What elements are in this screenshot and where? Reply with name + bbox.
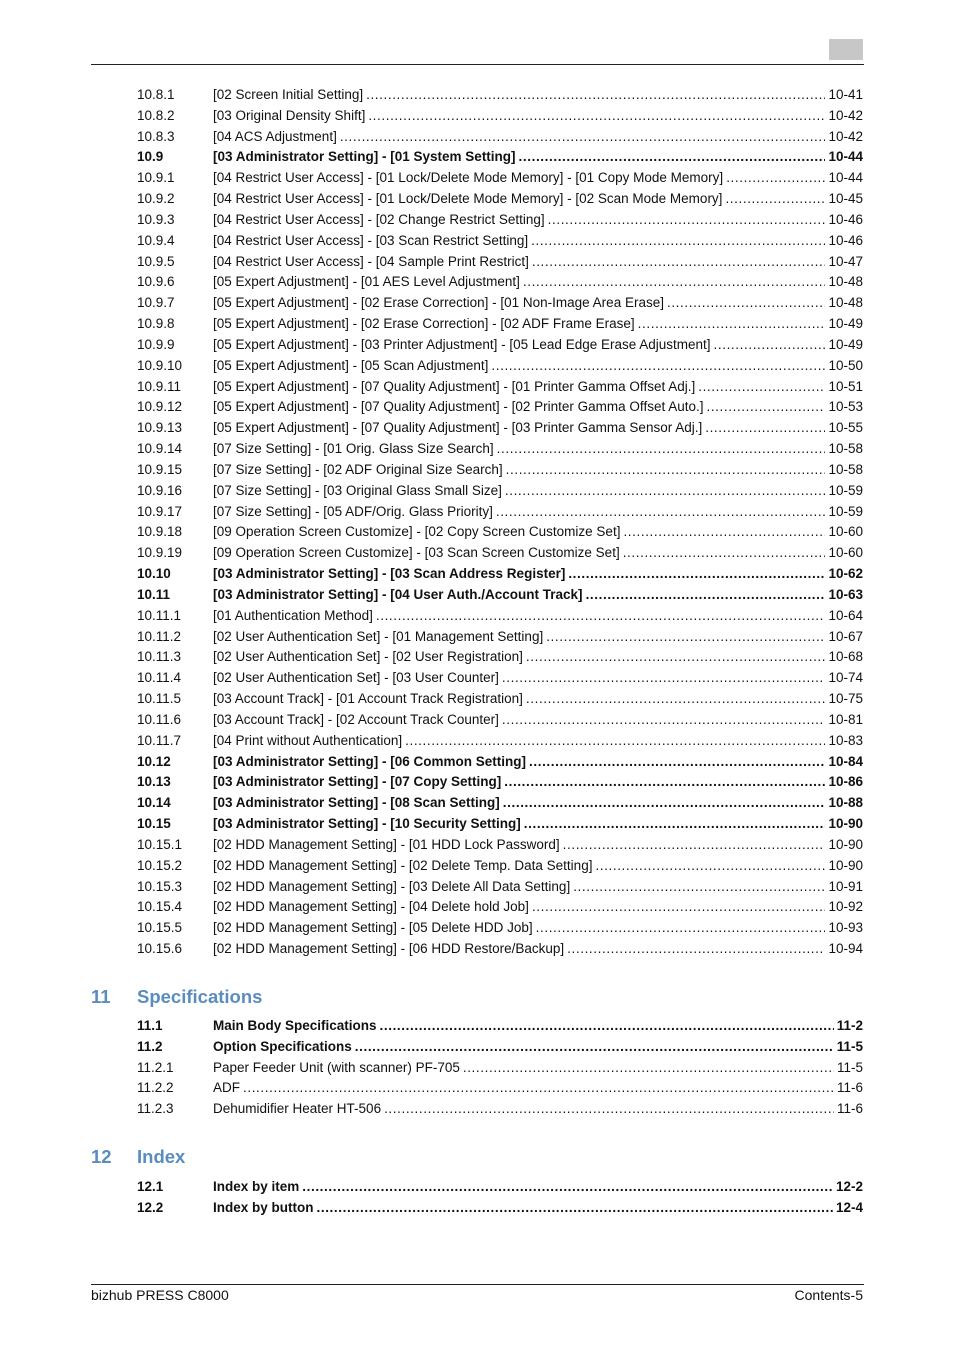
toc-entry[interactable]	[137, 793, 863, 813]
toc-dot-leader	[380, 1016, 834, 1036]
toc-entry[interactable]	[137, 585, 863, 605]
toc-entry[interactable]	[137, 418, 863, 438]
toc-entry[interactable]	[137, 1058, 863, 1078]
toc-entry-number: 10.9.17	[137, 503, 183, 519]
toc-dot-leader	[568, 564, 825, 584]
toc-entry-page: 10-55	[828, 420, 863, 436]
toc-entry[interactable]	[137, 335, 863, 355]
toc-dot-leader	[463, 1058, 834, 1078]
toc-entry-number: 12.2	[137, 1199, 164, 1215]
toc-entry[interactable]	[137, 1177, 863, 1197]
toc-dot-leader	[503, 793, 826, 813]
toc-entry-title: Index by button	[213, 1199, 314, 1215]
toc-entry-title: [05 Expert Adjustment] - [07 Quality Adjustment] - [03 Printer Gamma Sensor Adj.]	[213, 420, 703, 436]
toc-entry-title: [02 HDD Management Setting] - [06 HDD Restore/Backup]	[213, 941, 565, 957]
toc-dot-leader	[573, 877, 825, 897]
toc-entry-title: Index by item	[213, 1179, 300, 1194]
toc-entry-title: Dehumidifier Heater HT-506	[213, 1101, 382, 1117]
toc-entry-page: 10-44	[828, 170, 863, 186]
toc-dot-leader	[706, 397, 825, 417]
toc-entry-page: 10-90	[828, 816, 863, 832]
toc-entry-number: 10.11.3	[137, 649, 182, 665]
chapter-12-heading[interactable]	[91, 1144, 185, 1170]
toc-dot-leader	[567, 939, 825, 959]
toc-entry-page: 10-90	[828, 857, 863, 873]
toc-dot-leader	[376, 606, 826, 626]
toc-entry-page: 10-44	[828, 149, 863, 165]
toc-entry[interactable]	[137, 460, 863, 480]
toc-entry-title: ADF	[213, 1080, 240, 1096]
toc-dot-leader	[405, 731, 825, 751]
toc-entry-title: [02 HDD Management Setting] - [02 Delete Temp. Data Setting]	[213, 857, 593, 873]
toc-dot-leader	[531, 231, 825, 251]
toc-entry-page: 11-5	[836, 1038, 863, 1054]
toc-entry-page: 10-46	[828, 211, 863, 227]
toc-entry[interactable]	[137, 189, 863, 209]
toc-entry[interactable]	[137, 814, 863, 834]
toc-entry-page: 10-46	[828, 232, 863, 248]
toc-dot-leader	[595, 856, 825, 876]
toc-dot-leader	[546, 627, 825, 647]
toc-dot-leader	[526, 689, 826, 709]
toc-entry-number: 10.15	[137, 816, 171, 832]
toc-entry-page: 10-45	[828, 191, 863, 207]
toc-entry-number: 10.8.3	[137, 128, 175, 144]
toc-dot-leader	[355, 1037, 834, 1057]
toc-dot-leader	[714, 335, 826, 355]
toc-entry-page: 10-60	[828, 545, 863, 561]
toc-entry[interactable]	[137, 127, 863, 147]
toc-entry-title: Paper Feeder Unit (with scanner) PF-705	[213, 1059, 460, 1075]
toc-entry[interactable]	[137, 689, 863, 709]
toc-entry-title: [02 User Authentication Set] - [03 User Counter]	[213, 670, 499, 686]
toc-dot-leader	[502, 668, 826, 688]
toc-entry-page: 10-49	[828, 336, 863, 352]
toc-entry-title: [09 Operation Screen Customize] - [03 Scan Screen Customize Set]	[213, 545, 620, 561]
toc-entry-number: 10.11.7	[137, 732, 182, 748]
toc-entry-title: [04 Restrict User Access] - [04 Sample Print Restrict]	[213, 253, 529, 269]
toc-entry-page: 10-48	[828, 295, 863, 311]
toc-entry[interactable]	[137, 543, 863, 563]
toc-entry-title: [04 Restrict User Access] - [01 Lock/Delete Mode Memory] - [01 Copy Mode Memory]	[213, 170, 724, 186]
toc-entry[interactable]	[137, 502, 863, 522]
toc-entry[interactable]	[137, 293, 863, 313]
toc-entry-page: 10-67	[828, 628, 863, 644]
toc-entry-title: Main Body Specifications	[213, 1018, 377, 1033]
toc-entry-title: [02 Screen Initial Setting]	[213, 87, 364, 102]
toc-dot-leader	[586, 585, 826, 605]
toc-entry-title: [07 Size Setting] - [01 Orig. Glass Size Search]	[213, 441, 494, 457]
toc-dot-leader	[548, 210, 826, 230]
toc-entry-page: 10-90	[828, 836, 863, 852]
toc-entry[interactable]	[137, 356, 863, 376]
footer-page-label: Contents-5	[794, 1287, 863, 1303]
toc-entry-page: 10-93	[828, 920, 863, 936]
toc-entry-number: 10.9.9	[137, 336, 175, 352]
toc-entry[interactable]	[137, 1198, 863, 1218]
toc-dot-leader	[623, 543, 826, 563]
toc-entry-number: 12.1	[137, 1179, 164, 1194]
toc-entry[interactable]	[137, 439, 863, 459]
toc-entry[interactable]	[137, 856, 863, 876]
toc-entry-title: [05 Expert Adjustment] - [03 Printer Adjustment] - [05 Lead Edge Erase Adjustment]	[213, 336, 711, 352]
toc-entry-page: 10-47	[828, 253, 863, 269]
toc-entry[interactable]	[137, 772, 863, 792]
toc-dot-leader	[667, 293, 826, 313]
toc-entry-page: 10-92	[828, 899, 863, 915]
toc-entry[interactable]	[137, 147, 863, 167]
toc-entry-title: [04 ACS Adjustment]	[213, 128, 337, 144]
toc-entry-page: 10-59	[828, 503, 863, 519]
toc-entry-number: 10.9.14	[137, 441, 183, 457]
toc-entry-page: 10-86	[828, 774, 863, 790]
toc-entry-number: 10.15.5	[137, 920, 183, 936]
toc-entry-title: [05 Expert Adjustment] - [07 Quality Adjustment] - [02 Printer Gamma Offset Auto.]	[213, 399, 704, 415]
toc-dot-leader	[529, 752, 825, 772]
toc-entry-title: [09 Operation Screen Customize] - [02 Copy Screen Customize Set]	[213, 524, 621, 540]
toc-dot-leader	[524, 814, 826, 834]
toc-entry-number: 10.15.6	[137, 941, 183, 957]
toc-entry[interactable]	[137, 252, 863, 272]
header-divider	[91, 64, 864, 65]
toc-entry-title: [07 Size Setting] - [05 ADF/Orig. Glass Priority]	[213, 503, 493, 519]
toc-entry-title: [05 Expert Adjustment] - [05 Scan Adjustment]	[213, 357, 489, 373]
toc-dot-leader	[526, 647, 826, 667]
toc-entry-number: 11.2	[137, 1038, 163, 1054]
toc-entry[interactable]	[137, 522, 863, 542]
toc-entry-title: [03 Administrator Setting] - [04 User Auth./Account Track]	[213, 586, 583, 602]
toc-dot-leader	[623, 522, 825, 542]
toc-entry-page: 10-48	[828, 274, 863, 290]
toc-entry-title: [07 Size Setting] - [03 Original Glass Small Size]	[213, 482, 502, 498]
toc-entry-title: [02 HDD Management Setting] - [04 Delete hold Job]	[213, 899, 529, 915]
toc-entry-page: 10-49	[828, 316, 863, 332]
toc-entry[interactable]	[137, 1099, 863, 1119]
toc-entry-number: 10.15.4	[137, 899, 183, 915]
toc-entry[interactable]	[137, 918, 863, 938]
toc-entry[interactable]	[137, 272, 863, 292]
toc-entry-page: 10-62	[828, 566, 863, 582]
toc-dot-leader	[384, 1099, 834, 1119]
toc-dot-leader	[532, 897, 826, 917]
toc-entry-page: 10-74	[828, 670, 863, 686]
toc-entry-title: [02 User Authentication Set] - [02 User Registration]	[213, 649, 523, 665]
toc-entry[interactable]	[137, 752, 863, 772]
toc-dot-leader	[705, 418, 825, 438]
toc-dot-leader	[519, 147, 826, 167]
toc-entry-number: 10.9.13	[137, 420, 183, 436]
toc-entry-page: 10-83	[828, 732, 863, 748]
toc-entry-number: 10.11.2	[137, 628, 182, 644]
toc-dot-leader	[505, 481, 826, 501]
toc-entry[interactable]	[137, 627, 863, 647]
toc-entry-title: [04 Restrict User Access] - [02 Change Restrict Setting]	[213, 211, 545, 227]
toc-entry-page: 10-88	[828, 795, 863, 811]
toc-entry-title: [03 Original Density Shift]	[213, 107, 366, 123]
toc-dot-leader	[496, 502, 826, 522]
toc-entry[interactable]	[137, 1078, 863, 1098]
toc-dot-leader	[366, 85, 825, 105]
toc-entry-page: 10-68	[828, 649, 863, 665]
toc-entry-title: [04 Restrict User Access] - [03 Scan Restrict Setting]	[213, 232, 529, 248]
toc-entry-number: 10.9.8	[137, 316, 175, 332]
toc-entry-title: [05 Expert Adjustment] - [07 Quality Adjustment] - [01 Printer Gamma Offset Adj.]	[213, 378, 696, 394]
toc-entry-number: 10.9.12	[137, 399, 183, 415]
toc-dot-leader	[368, 106, 825, 126]
toc-entry-title: [03 Administrator Setting] - [01 System Setting]	[213, 149, 516, 165]
toc-entry-title: [05 Expert Adjustment] - [01 AES Level Adjustment]	[213, 274, 520, 290]
toc-entry-number: 10.11	[137, 586, 171, 602]
chapter-number: 12	[91, 1146, 112, 1167]
toc-entry-page: 10-64	[828, 607, 863, 623]
toc-entry-number: 10.9.7	[137, 295, 175, 311]
toc-entry[interactable]	[137, 668, 863, 688]
toc-entry-title: [03 Account Track] - [01 Account Track Registration]	[213, 691, 523, 707]
toc-entry[interactable]	[137, 939, 863, 959]
toc-entry[interactable]	[137, 647, 863, 667]
toc-entry-number: 10.9.10	[137, 357, 183, 373]
toc-entry-number: 10.9.1	[137, 170, 175, 186]
toc-dot-leader	[243, 1078, 834, 1098]
toc-entry-title: [03 Administrator Setting] - [06 Common Setting]	[213, 753, 527, 769]
toc-entry-page: 10-60	[828, 524, 863, 540]
toc-dot-leader	[302, 1177, 833, 1197]
toc-entry-number: 10.13	[137, 774, 171, 790]
toc-entry-title: [05 Expert Adjustment] - [02 Erase Correction] - [01 Non-Image Area Erase]	[213, 295, 664, 311]
toc-entry-page: 12-4	[835, 1199, 863, 1215]
toc-dot-leader	[502, 710, 826, 730]
toc-entry-page: 11-6	[836, 1101, 863, 1117]
toc-entry-page: 10-58	[828, 461, 863, 477]
toc-entry-number: 10.15.3	[137, 878, 183, 894]
toc-entry[interactable]	[137, 106, 863, 126]
toc-entry-page: 10-94	[828, 941, 863, 957]
toc-dot-leader	[536, 918, 826, 938]
toc-entry[interactable]	[137, 835, 863, 855]
toc-entry-page: 10-42	[828, 107, 863, 123]
chapter-title: Index	[137, 1146, 186, 1167]
toc-entry-page: 10-81	[828, 711, 863, 727]
toc-entry-number: 10.9	[137, 149, 164, 165]
toc-dot-leader	[317, 1198, 833, 1218]
toc-entry-number: 11.2.1	[137, 1059, 174, 1075]
toc-entry-page: 11-5	[836, 1059, 863, 1075]
toc-entry-number: 10.11.6	[137, 711, 182, 727]
toc-entry-number: 10.14	[137, 795, 171, 811]
toc-entry-number: 10.11.1	[137, 607, 182, 623]
toc-entry-page: 10-51	[828, 378, 863, 394]
toc-entry-title: [02 HDD Management Setting] - [01 HDD Lock Password]	[213, 836, 560, 852]
toc-entry-number: 10.15.2	[137, 857, 183, 873]
toc-entry-number: 10.8.1	[137, 87, 175, 102]
toc-entry-number: 10.9.19	[137, 545, 183, 561]
footer-product-name: bizhub PRESS C8000	[91, 1287, 229, 1303]
chapter-11-heading[interactable]	[91, 984, 262, 1010]
toc-entry-title: [01 Authentication Method]	[213, 607, 373, 623]
toc-entry[interactable]	[137, 606, 863, 626]
toc-entry-page: 10-84	[828, 753, 863, 769]
toc-entry[interactable]	[137, 731, 863, 751]
toc-entry-number: 11.2.2	[137, 1080, 174, 1096]
chapter-number: 11	[91, 986, 111, 1007]
toc-entry-title: [03 Administrator Setting] - [07 Copy Setting]	[213, 774, 502, 790]
toc-entry-title: [04 Restrict User Access] - [01 Lock/Delete Mode Memory] - [02 Scan Mode Memory]	[213, 191, 723, 207]
toc-entry[interactable]	[137, 377, 863, 397]
header-tab-marker	[829, 39, 863, 60]
toc-entry-number: 10.15.1	[137, 836, 183, 852]
toc-entry-page: 10-41	[828, 87, 863, 102]
toc-entry[interactable]	[137, 168, 863, 188]
toc-entry-number: 10.9.16	[137, 482, 183, 498]
toc-entry-title: [02 User Authentication Set] - [01 Management Setting]	[213, 628, 544, 644]
toc-entry-page: 10-53	[828, 399, 863, 415]
toc-entry-number: 10.9.4	[137, 232, 175, 248]
toc-dot-leader	[563, 835, 826, 855]
toc-entry-number: 10.9.5	[137, 253, 175, 269]
toc-dot-leader	[491, 356, 825, 376]
toc-entry-title: [03 Account Track] - [02 Account Track Counter]	[213, 711, 499, 727]
toc-dot-leader	[698, 377, 825, 397]
toc-entry-number: 10.9.15	[137, 461, 183, 477]
toc-entry[interactable]	[137, 210, 863, 230]
toc-dot-leader	[532, 252, 826, 272]
toc-entry-number: 11.1	[137, 1018, 163, 1033]
toc-entry-number: 10.9.6	[137, 274, 175, 290]
toc-entry[interactable]	[137, 397, 863, 417]
toc-dot-leader	[506, 460, 826, 480]
toc-dot-leader	[725, 189, 825, 209]
toc-dot-leader	[523, 272, 826, 292]
toc-entry[interactable]	[137, 481, 863, 501]
chapter-title: Specifications	[137, 986, 263, 1007]
toc-entry-number: 10.12	[137, 753, 171, 769]
toc-dot-leader	[497, 439, 826, 459]
toc-entry[interactable]	[137, 710, 863, 730]
toc-entry-title: [05 Expert Adjustment] - [02 Erase Correction] - [02 ADF Frame Erase]	[213, 316, 635, 332]
toc-entry[interactable]	[137, 85, 863, 105]
toc-entry-number: 10.11.4	[137, 670, 182, 686]
toc-entry[interactable]	[137, 314, 863, 334]
toc-dot-leader	[638, 314, 826, 334]
toc-entry-number: 10.9.2	[137, 191, 175, 207]
toc-entry-title: [07 Size Setting] - [02 ADF Original Size Search]	[213, 461, 503, 477]
toc-entry-page: 10-75	[828, 691, 863, 707]
toc-entry-title: [04 Print without Authentication]	[213, 732, 403, 748]
toc-entry[interactable]	[137, 564, 863, 584]
toc-entry-number: 10.11.5	[137, 691, 182, 707]
toc-entry-page: 10-59	[828, 482, 863, 498]
toc-entry-title: [03 Administrator Setting] - [08 Scan Setting]	[213, 795, 500, 811]
toc-entry-page: 10-91	[828, 878, 863, 894]
toc-entry[interactable]	[137, 231, 863, 251]
toc-dot-leader	[340, 127, 826, 147]
toc-entry-title: [03 Administrator Setting] - [10 Security Setting]	[213, 816, 521, 832]
toc-entry-page: 10-50	[828, 357, 863, 373]
toc-entry-number: 10.9.18	[137, 524, 183, 540]
toc-entry-title: [03 Administrator Setting] - [03 Scan Address Register]	[213, 566, 566, 582]
toc-dot-leader	[504, 772, 825, 792]
toc-entry-page: 10-63	[828, 586, 863, 602]
toc-dot-leader	[726, 168, 825, 188]
toc-entry-number: 10.9.11	[137, 378, 182, 394]
toc-entry-title: [02 HDD Management Setting] - [05 Delete HDD Job]	[213, 920, 533, 936]
toc-entry-title: Option Specifications	[213, 1038, 352, 1054]
toc-entry-number: 10.10	[137, 566, 171, 582]
toc-entry-page: 12-2	[835, 1179, 863, 1194]
toc-entry-number: 10.8.2	[137, 107, 175, 123]
toc-entry-page: 10-58	[828, 441, 863, 457]
toc-entry-page: 10-42	[828, 128, 863, 144]
toc-entry-page: 11-2	[836, 1018, 863, 1033]
toc-entry-page: 11-6	[836, 1080, 863, 1096]
toc-entry[interactable]	[137, 877, 863, 897]
toc-entry[interactable]	[137, 1016, 863, 1036]
toc-entry-title: [02 HDD Management Setting] - [03 Delete All Data Setting]	[213, 878, 571, 894]
toc-entry[interactable]	[137, 1037, 863, 1057]
toc-entry-number: 11.2.3	[137, 1101, 174, 1117]
footer-divider	[91, 1284, 864, 1285]
toc-entry-number: 10.9.3	[137, 211, 175, 227]
toc-entry[interactable]	[137, 897, 863, 917]
